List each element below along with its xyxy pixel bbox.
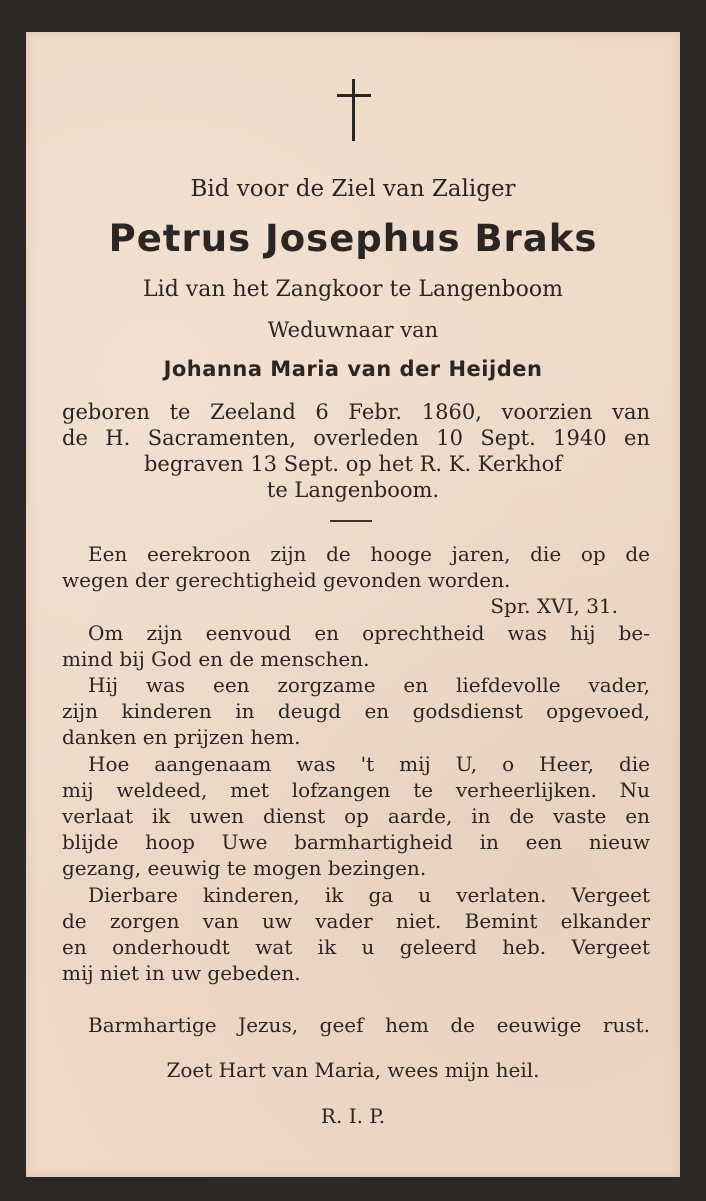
bio-line-1: geboren te Zeeland 6 Febr. 1860, voorzien van <box>62 400 650 424</box>
paragraph-4-line-3: en onderhoudt wat ik u geleerd heb. Vergeet <box>62 935 650 959</box>
widower-line: Weduwnaar van <box>267 318 439 342</box>
paragraph-3-line-3: verlaat ik uwen dienst op aarde, in de vaste en <box>62 804 650 828</box>
paragraph-1-line-2: mind bij God en de menschen. <box>62 647 370 671</box>
quote-line-2: wegen der gerechtigheid gevonden worden. <box>62 568 511 592</box>
paragraph-3-line-5: gezang, eeuwig te mogen bezingen. <box>62 856 427 880</box>
spouse-name: Johanna Maria van der Heijden <box>163 357 543 381</box>
divider <box>330 520 372 522</box>
bio-line-3: begraven 13 Sept. op het R. K. Kerkhof <box>143 452 563 476</box>
rip-text: R. I. P. <box>320 1104 386 1128</box>
cross-icon <box>337 79 371 141</box>
membership-line: Lid van het Zangkoor te Langenboom <box>143 277 563 302</box>
paragraph-3-line-1: Hoe aangenaam was 't mij U, o Heer, die <box>88 752 650 776</box>
paragraph-2-line-2: zijn kinderen in deugd en godsdienst opgevoed, <box>62 699 650 723</box>
closing-prayer-1: Barmhartige Jezus, geef hem de eeuwige rust. <box>88 1013 650 1037</box>
bio-line-2: de H. Sacramenten, overleden 10 Sept. 1940 en <box>62 426 650 450</box>
paragraph-4-line-1: Dierbare kinderen, ik ga u verlaten. Vergeet <box>88 883 650 907</box>
paragraph-3-line-2: mij weldeed, met lofzangen te verheerlijken. Nu <box>62 778 650 802</box>
prayer-heading: Bid voor de Ziel van Zaliger <box>190 176 516 202</box>
quote-reference: Spr. XVI, 31. <box>490 594 618 618</box>
paragraph-4-line-2: de zorgen van uw vader niet. Bemint elkander <box>62 909 650 933</box>
deceased-name: Petrus Josephus Braks <box>108 217 598 260</box>
paragraph-2-line-1: Hij was een zorgzame en liefdevolle vader, <box>88 673 650 697</box>
paragraph-3-line-4: blijde hoop Uwe barmhartigheid in een nieuw <box>62 830 650 854</box>
paragraph-2-line-3: danken en prijzen hem. <box>62 725 301 749</box>
memorial-card <box>26 32 680 1177</box>
closing-prayer-2: Zoet Hart van Maria, wees mijn heil. <box>166 1058 540 1082</box>
paragraph-1-line-1: Om zijn eenvoud en oprechtheid was hij be- <box>88 621 650 645</box>
quote-line-1: Een eerekroon zijn de hooge jaren, die op de <box>88 542 650 566</box>
bio-line-4: te Langenboom. <box>266 478 440 502</box>
paragraph-4-line-4: mij niet in uw gebeden. <box>62 961 301 985</box>
